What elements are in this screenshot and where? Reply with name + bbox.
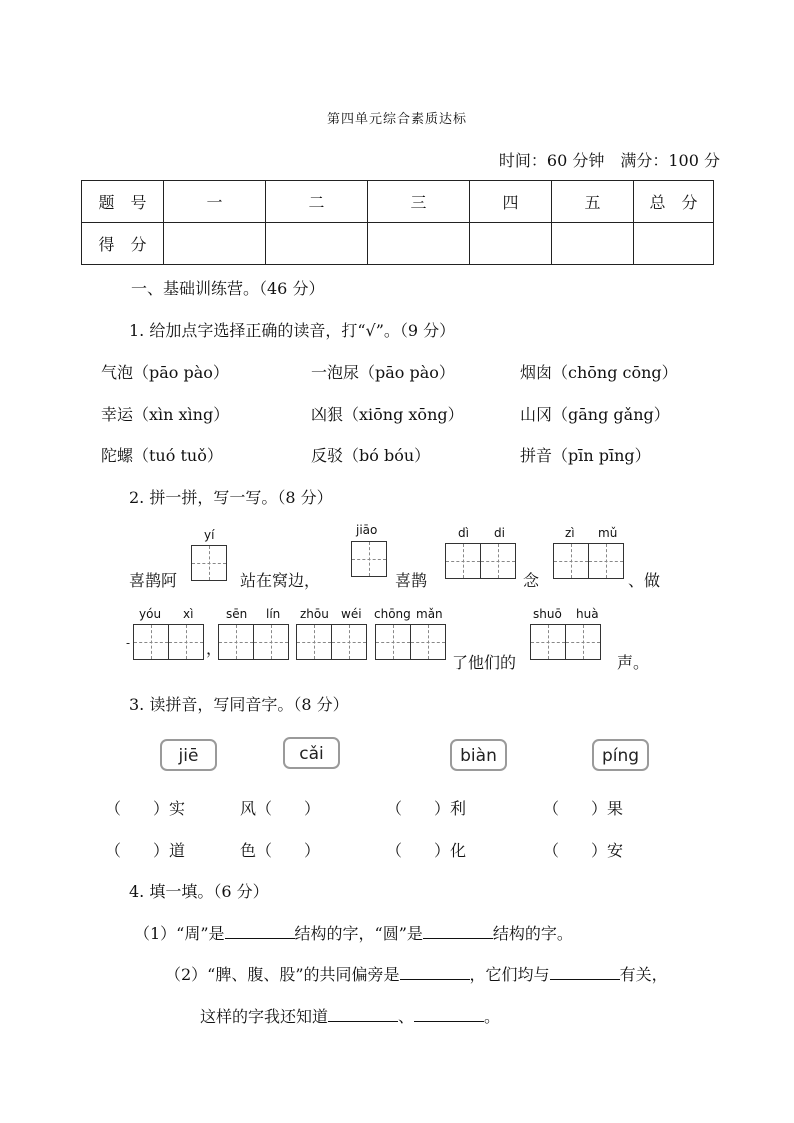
pinyin-label: yí xyxy=(204,528,215,542)
answer-blank[interactable] xyxy=(400,965,470,980)
score-row-label: 得 分 xyxy=(82,223,164,265)
q1-item[interactable]: 拼音（pīn pīng） xyxy=(520,446,651,465)
writing-cell[interactable] xyxy=(530,624,566,660)
q3-blank[interactable]: （ ）果 xyxy=(543,799,624,818)
score-cell[interactable] xyxy=(552,223,634,265)
pinyin-label: yóu xyxy=(139,607,162,621)
writing-cell[interactable] xyxy=(445,543,481,579)
pinyin-box: biàn xyxy=(450,739,507,771)
q2-text: 喜鹊阿 xyxy=(129,571,178,590)
q3-blank[interactable]: （ ）利 xyxy=(386,799,467,818)
q3-blank[interactable]: （ ）实 xyxy=(105,799,186,818)
writing-cell[interactable] xyxy=(565,624,601,660)
pinyin-box: píng xyxy=(592,739,649,771)
pinyin-label: wéi xyxy=(341,607,362,621)
pinyin-label: chōng xyxy=(374,607,411,621)
q4-text: （2）“脾、腹、股”的共同偏旁是 xyxy=(165,965,400,984)
pinyin-label: lín xyxy=(266,607,281,621)
q2-text: 喜鹊 xyxy=(395,571,428,590)
q1-title: 1. 给加点字选择正确的读音，打“√”。（9 分） xyxy=(129,321,456,340)
q1-item[interactable]: 反驳（bó bóu） xyxy=(311,446,431,465)
q1-item[interactable]: 陀螺（tuó tuǒ） xyxy=(101,446,223,465)
writing-cell[interactable] xyxy=(133,624,169,660)
score-header-cell: 题 号 xyxy=(82,181,164,223)
q3-title: 3. 读拼音，写同音字。（8 分） xyxy=(129,695,349,714)
q4-text: 这样的字我还知道 xyxy=(200,1007,329,1026)
q4-text: 结构的字。 xyxy=(492,924,573,943)
q3-blank[interactable]: 色（ ） xyxy=(240,841,321,860)
q1-item[interactable]: 气泡（pāo pào） xyxy=(101,363,229,382)
pinyin-label: zì xyxy=(565,526,575,540)
score-cell[interactable] xyxy=(164,223,266,265)
writing-grid[interactable] xyxy=(296,624,367,660)
score-table xyxy=(81,180,714,265)
pinyin-label: mǔ xyxy=(598,526,618,540)
pinyin-label: xì xyxy=(183,607,194,621)
q3-blank[interactable]: 风（ ） xyxy=(240,799,321,818)
q3-blank[interactable]: （ ）安 xyxy=(543,841,624,860)
q1-item[interactable]: 凶狠（xiōng xōng） xyxy=(311,405,464,424)
score-header-cell: 五 xyxy=(552,181,634,223)
writing-grid[interactable] xyxy=(351,541,387,577)
q2-text: 了他们的 xyxy=(452,653,517,672)
pinyin-box: jiē xyxy=(160,739,217,771)
answer-blank[interactable] xyxy=(328,1007,398,1022)
q4-text: 、 xyxy=(398,1007,415,1026)
q2-text: 念 xyxy=(523,571,540,590)
section1-title: 一、基础训练营。（46 分） xyxy=(131,279,325,298)
q4-text: （1）“周”是 xyxy=(134,924,225,943)
writing-cell[interactable] xyxy=(410,624,446,660)
score-cell[interactable] xyxy=(634,223,714,265)
score-header-cell: 总 分 xyxy=(634,181,714,223)
q3-blank[interactable]: （ ）道 xyxy=(105,841,186,860)
writing-cell[interactable] xyxy=(375,624,411,660)
q1-item[interactable]: 幸运（xìn xìng） xyxy=(101,405,230,424)
writing-cell[interactable] xyxy=(253,624,289,660)
q4-line2 xyxy=(165,962,668,985)
writing-cell[interactable] xyxy=(218,624,254,660)
pinyin-label: shuō xyxy=(533,607,562,621)
score-header-cell: 一 xyxy=(164,181,266,223)
writing-grid[interactable] xyxy=(553,543,624,579)
q4-title: 4. 填一填。（6 分） xyxy=(129,882,269,901)
q2-text: 、做 xyxy=(628,571,661,590)
pinyin-label: huà xyxy=(576,607,599,621)
writing-grid[interactable] xyxy=(133,624,204,660)
q2-text: ， xyxy=(206,639,223,658)
q2-text: 声。 xyxy=(617,653,650,672)
writing-cell[interactable] xyxy=(553,543,589,579)
score-cell[interactable] xyxy=(368,223,470,265)
writing-grid[interactable] xyxy=(445,543,516,579)
score-cell[interactable] xyxy=(470,223,552,265)
score-header-row xyxy=(82,181,714,223)
q1-item[interactable]: 烟囱（chōng cōng） xyxy=(520,363,678,382)
q1-item[interactable]: 一泡尿（pāo pào） xyxy=(311,363,455,382)
answer-blank[interactable] xyxy=(225,924,295,939)
q4-line1 xyxy=(134,921,573,944)
score-header-cell: 二 xyxy=(266,181,368,223)
q2-text: 站在窝边， xyxy=(240,571,321,590)
pinyin-label: dì xyxy=(458,526,469,540)
pinyin-label: di xyxy=(494,526,505,540)
pinyin-box: cǎi xyxy=(283,737,340,769)
pinyin-label: zhōu xyxy=(300,607,329,621)
time-info: 时间：60 分钟 满分：100 分 xyxy=(498,151,720,170)
q4-text: 有关， xyxy=(619,965,668,984)
writing-cell[interactable] xyxy=(480,543,516,579)
q4-line3 xyxy=(200,1004,500,1027)
answer-blank[interactable] xyxy=(414,1007,484,1022)
q3-blank[interactable]: （ ）化 xyxy=(386,841,467,860)
writing-cell[interactable] xyxy=(296,624,332,660)
pinyin-label: sēn xyxy=(226,607,248,621)
pinyin-label: jiāo xyxy=(356,523,378,537)
writing-cell[interactable] xyxy=(588,543,624,579)
answer-blank[interactable] xyxy=(550,965,620,980)
score-value-row xyxy=(82,223,714,265)
pinyin-label: mǎn xyxy=(416,607,443,621)
q1-item[interactable]: 山冈（gāng gǎng） xyxy=(520,405,670,424)
writing-grid[interactable] xyxy=(530,624,601,660)
q4-text: 结构的字，“圆”是 xyxy=(294,924,423,943)
writing-grid[interactable] xyxy=(191,545,227,581)
writing-grid[interactable] xyxy=(375,624,446,660)
answer-blank[interactable] xyxy=(423,924,493,939)
score-header-cell: 四 xyxy=(470,181,552,223)
writing-grid[interactable] xyxy=(218,624,289,660)
page-title: 第四单元综合素质达标 xyxy=(326,112,467,127)
score-cell[interactable] xyxy=(266,223,368,265)
writing-cell[interactable] xyxy=(191,545,227,581)
q4-text: 。 xyxy=(484,1007,501,1026)
writing-cell[interactable] xyxy=(168,624,204,660)
score-header-cell: 三 xyxy=(368,181,470,223)
q2-title: 2. 拼一拼，写一写。（8 分） xyxy=(129,488,333,507)
q2-text: - xyxy=(126,636,131,650)
writing-cell[interactable] xyxy=(351,541,387,577)
writing-cell[interactable] xyxy=(331,624,367,660)
q4-text: ，它们均与 xyxy=(469,965,550,984)
